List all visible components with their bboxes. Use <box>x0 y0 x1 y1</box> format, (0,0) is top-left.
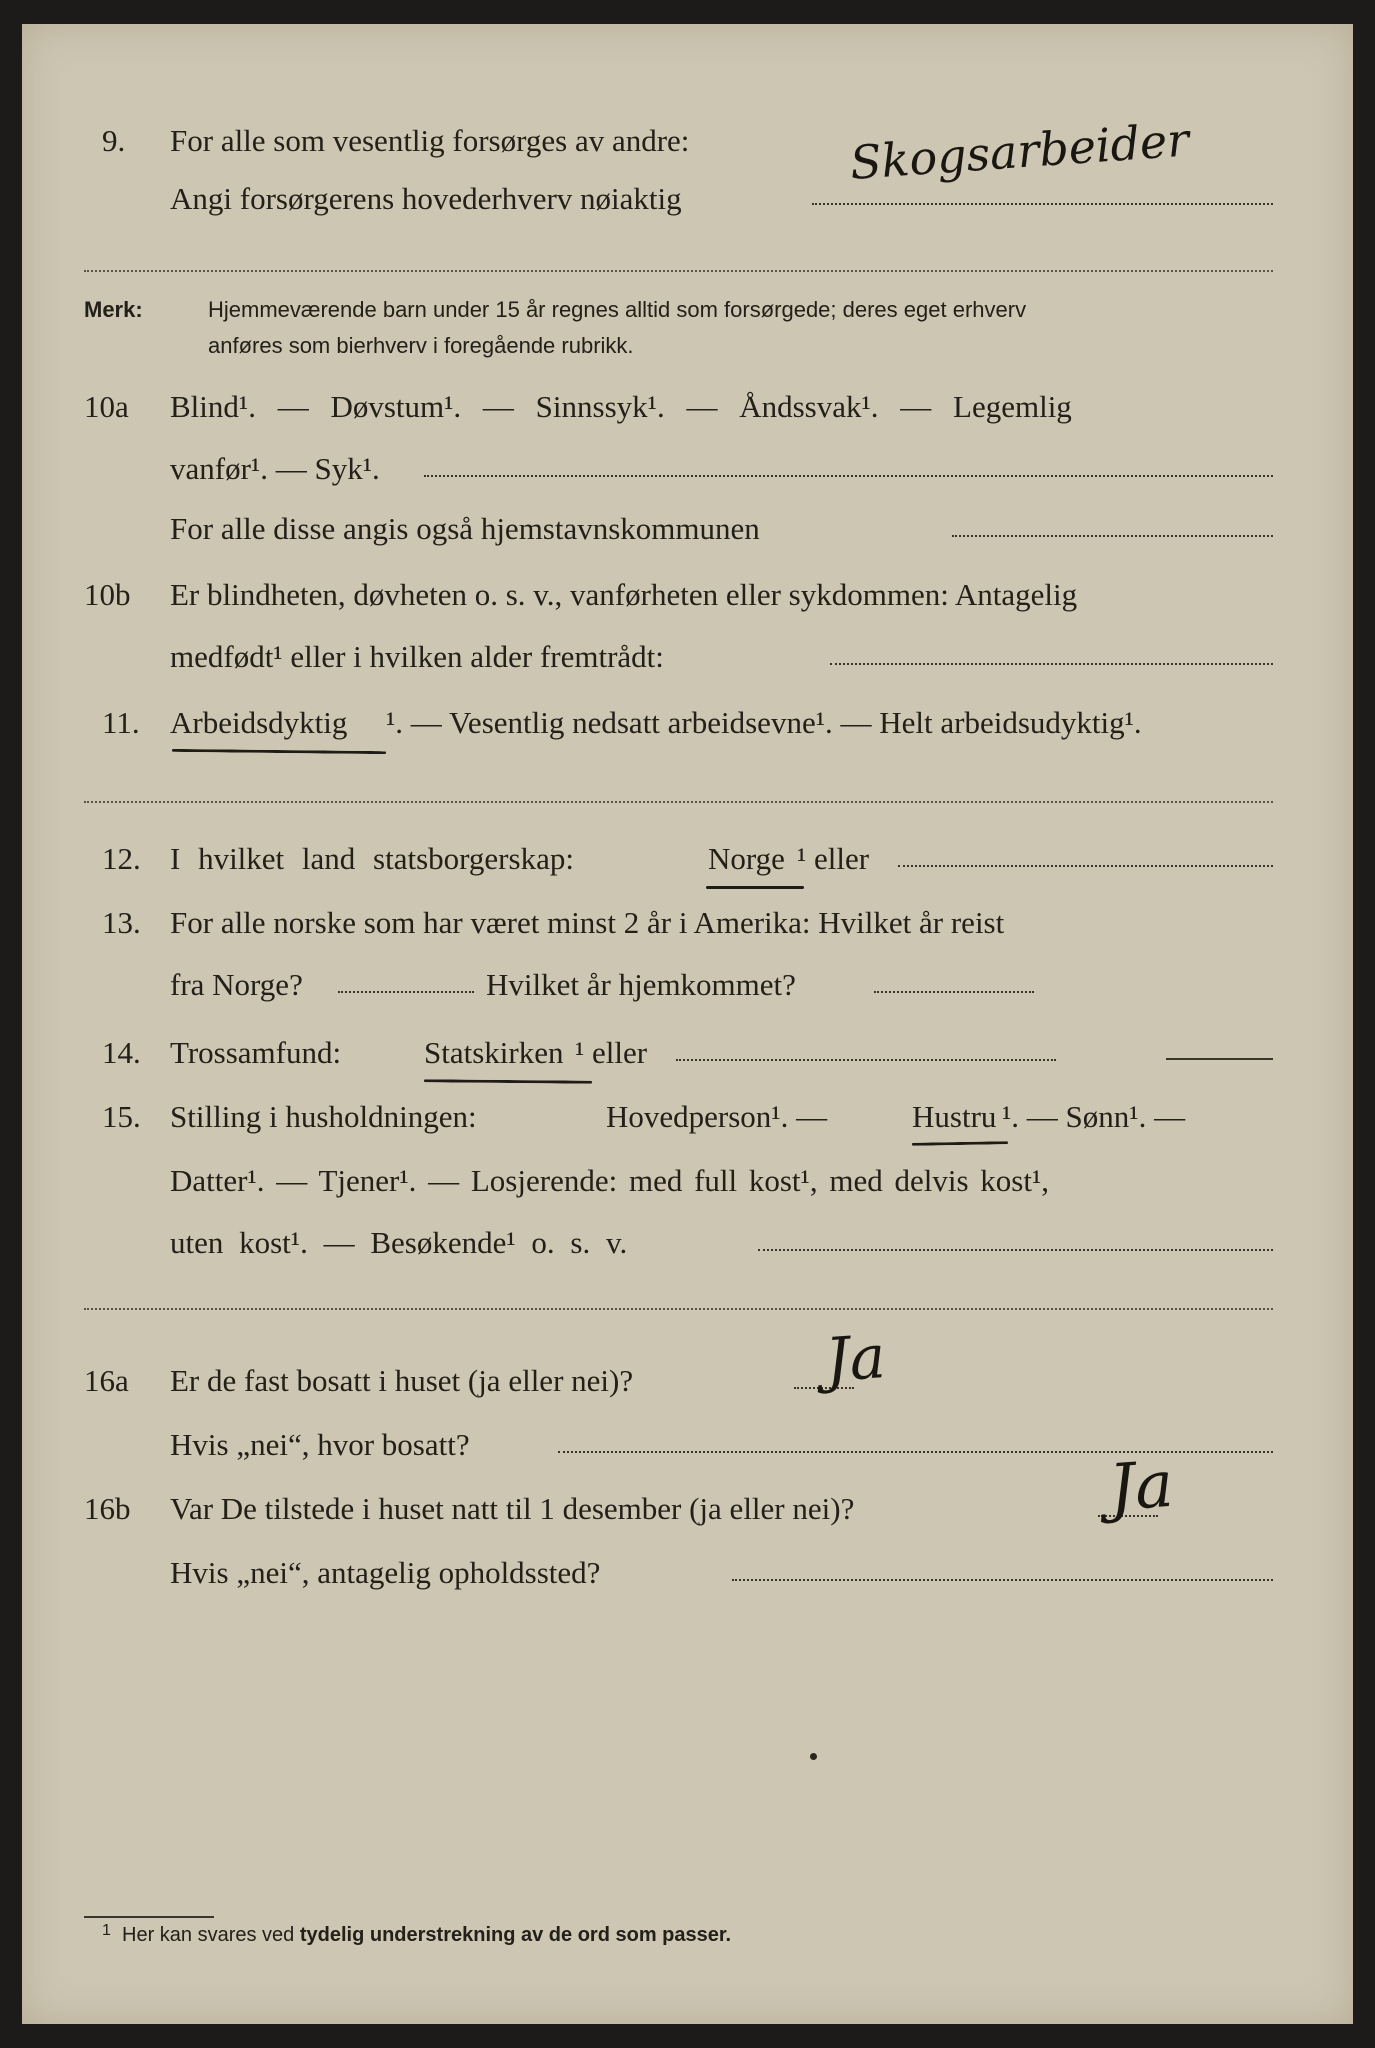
q9-text-line2: Angi forsørgerens hovederhverv nøiaktig <box>170 181 682 216</box>
q10a-line1 <box>22 380 1353 434</box>
q10a-line2 <box>22 442 1353 496</box>
q13-hjemkommet-field[interactable] <box>874 988 1034 993</box>
q14-option-statskirken[interactable]: Statskirken <box>424 1035 564 1070</box>
q9-handwritten-answer: Skogsarbeider <box>848 112 1191 190</box>
footnote-text-bold: tydelig understrekning av de ord som passer. <box>299 1924 732 1946</box>
q10a-text-line1: Blind¹. — Døvstum¹. — Sinnssyk¹. — Åndssvak¹. — Legemlig <box>170 389 1072 424</box>
q14-answer-field[interactable] <box>676 1056 1056 1061</box>
q15-text-line3: uten kost¹. — Besøkende¹ o. s. v. <box>170 1225 628 1260</box>
q10b-text-line2: medfødt¹ eller i hvilken alder fremtrådt: <box>170 639 664 674</box>
q9-answer-field[interactable] <box>812 200 1273 205</box>
q11-line <box>22 696 1353 750</box>
q16a-number: 16a <box>84 1363 129 1398</box>
q13-reist-field[interactable] <box>338 988 474 993</box>
q10a-syk-field[interactable] <box>424 472 1273 477</box>
q13-text-line1: For alle norske som har været minst 2 år i Amerika: Hvilket år reist <box>170 905 1005 940</box>
q10a-line3 <box>22 502 1353 556</box>
q12-answer-field[interactable] <box>898 862 1273 867</box>
q16b-handwritten-answer: Ja <box>1106 1447 1176 1526</box>
q10a-text-line3: For alle disse angis også hjemstavnskommunen <box>170 511 760 546</box>
q15-option-sonn[interactable]: ¹. — Sønn¹. — <box>1002 1099 1186 1134</box>
q10b-number: 10b <box>84 577 131 612</box>
q10b-text-line1: Er blindheten, døvheten o. s. v., vanførheten eller sykdommen: Antagelig <box>170 577 1078 612</box>
q12-text: I hvilket land statsborgerskap: <box>170 841 574 876</box>
q14-underline-mark <box>424 1079 592 1083</box>
q12-line <box>22 832 1353 886</box>
merk-label: Merk: <box>84 297 143 322</box>
q13-text-hjemkommet: Hvilket år hjemkommet? <box>486 967 796 1002</box>
q15-number: 15. <box>102 1099 141 1134</box>
q10b-answer-field[interactable] <box>830 660 1273 665</box>
census-form-page <box>22 24 1353 2024</box>
separator <box>84 801 1273 803</box>
q12-underline-mark <box>706 886 804 889</box>
q15-option-hustru[interactable]: Hustru <box>912 1099 997 1134</box>
q13-text-reist: fra Norge? <box>170 967 303 1002</box>
q16a-handwritten-answer: Ja <box>823 1321 888 1396</box>
merk-text-line1: Hjemmeværende barn under 15 år regnes alltid som forsørgede; deres eget erhverv <box>208 297 1027 322</box>
q14-text: Trossamfund: <box>170 1035 342 1070</box>
q11-text-rest: ¹. — Vesentlig nedsatt arbeidsevne¹. — Helt arbeidsudyktig¹. <box>386 705 1142 740</box>
q10a-text-line2: vanfør¹. — Syk¹. <box>170 451 380 486</box>
q16b-number: 16b <box>84 1491 131 1526</box>
q15-answer-field[interactable] <box>758 1246 1273 1251</box>
q11-option-arbeidsdyktig[interactable]: Arbeidsdyktig <box>170 705 348 740</box>
q16b-opholdssted-field[interactable] <box>732 1576 1273 1581</box>
q15-text-line2: Datter¹. — Tjener¹. — Losjerende: med full kost¹, med delvis kost¹, <box>170 1163 1049 1198</box>
q16b-line2 <box>22 1546 1353 1600</box>
q12-option-norge[interactable]: Norge <box>708 841 785 876</box>
q16a-text-line2: Hvis „nei“, hvor bosatt? <box>170 1427 470 1462</box>
q10b-line2 <box>22 630 1353 684</box>
q15-option-hovedperson[interactable]: Hovedperson¹. — <box>606 1099 828 1134</box>
q14-line <box>22 1026 1353 1080</box>
separator <box>84 270 1273 272</box>
q12-text-post: ¹ eller <box>797 841 870 876</box>
q13-line2 <box>22 958 1353 1012</box>
q15-line3 <box>22 1216 1353 1270</box>
q10b-line1 <box>22 568 1353 622</box>
q16a-text-line1: Er de fast bosatt i huset (ja eller nei)? <box>170 1363 634 1398</box>
q10a-hjemstavn-field[interactable] <box>952 532 1273 537</box>
q16a-line1 <box>22 1354 1353 1408</box>
footnote-marker: 1 <box>102 1922 111 1939</box>
q13-line1 <box>22 896 1353 950</box>
q15-underline-mark <box>912 1141 1008 1146</box>
footnote-rule <box>84 1916 214 1918</box>
footnote-text-plain: Her kan svares ved <box>122 1924 295 1946</box>
q14-answer-rule <box>1166 1058 1273 1060</box>
q15-line1 <box>22 1090 1353 1144</box>
q16b-text-line2: Hvis „nei“, antagelig opholdssted? <box>170 1555 601 1590</box>
separator <box>84 1308 1273 1310</box>
merk-text-line2: anføres som bierhverv i foregående rubrikk. <box>208 333 634 358</box>
q9-text-line1: For alle som vesentlig forsørges av andre: <box>170 123 690 158</box>
q12-number: 12. <box>102 841 141 876</box>
q14-text-post: ¹ eller <box>575 1035 648 1070</box>
q10a-number: 10a <box>84 389 129 424</box>
q13-number: 13. <box>102 905 141 940</box>
q15-text-intro: Stilling i husholdningen: <box>170 1099 477 1134</box>
ink-dot <box>810 1753 817 1760</box>
q16b-text-line1: Var De tilstede i huset natt til 1 desember (ja eller nei)? <box>170 1491 855 1526</box>
q15-line2 <box>22 1154 1353 1208</box>
q9-number: 9. <box>102 123 126 158</box>
footnote <box>102 1922 732 1947</box>
q11-number: 11. <box>102 705 140 740</box>
q9-line2 <box>22 172 1353 226</box>
q14-number: 14. <box>102 1035 141 1070</box>
